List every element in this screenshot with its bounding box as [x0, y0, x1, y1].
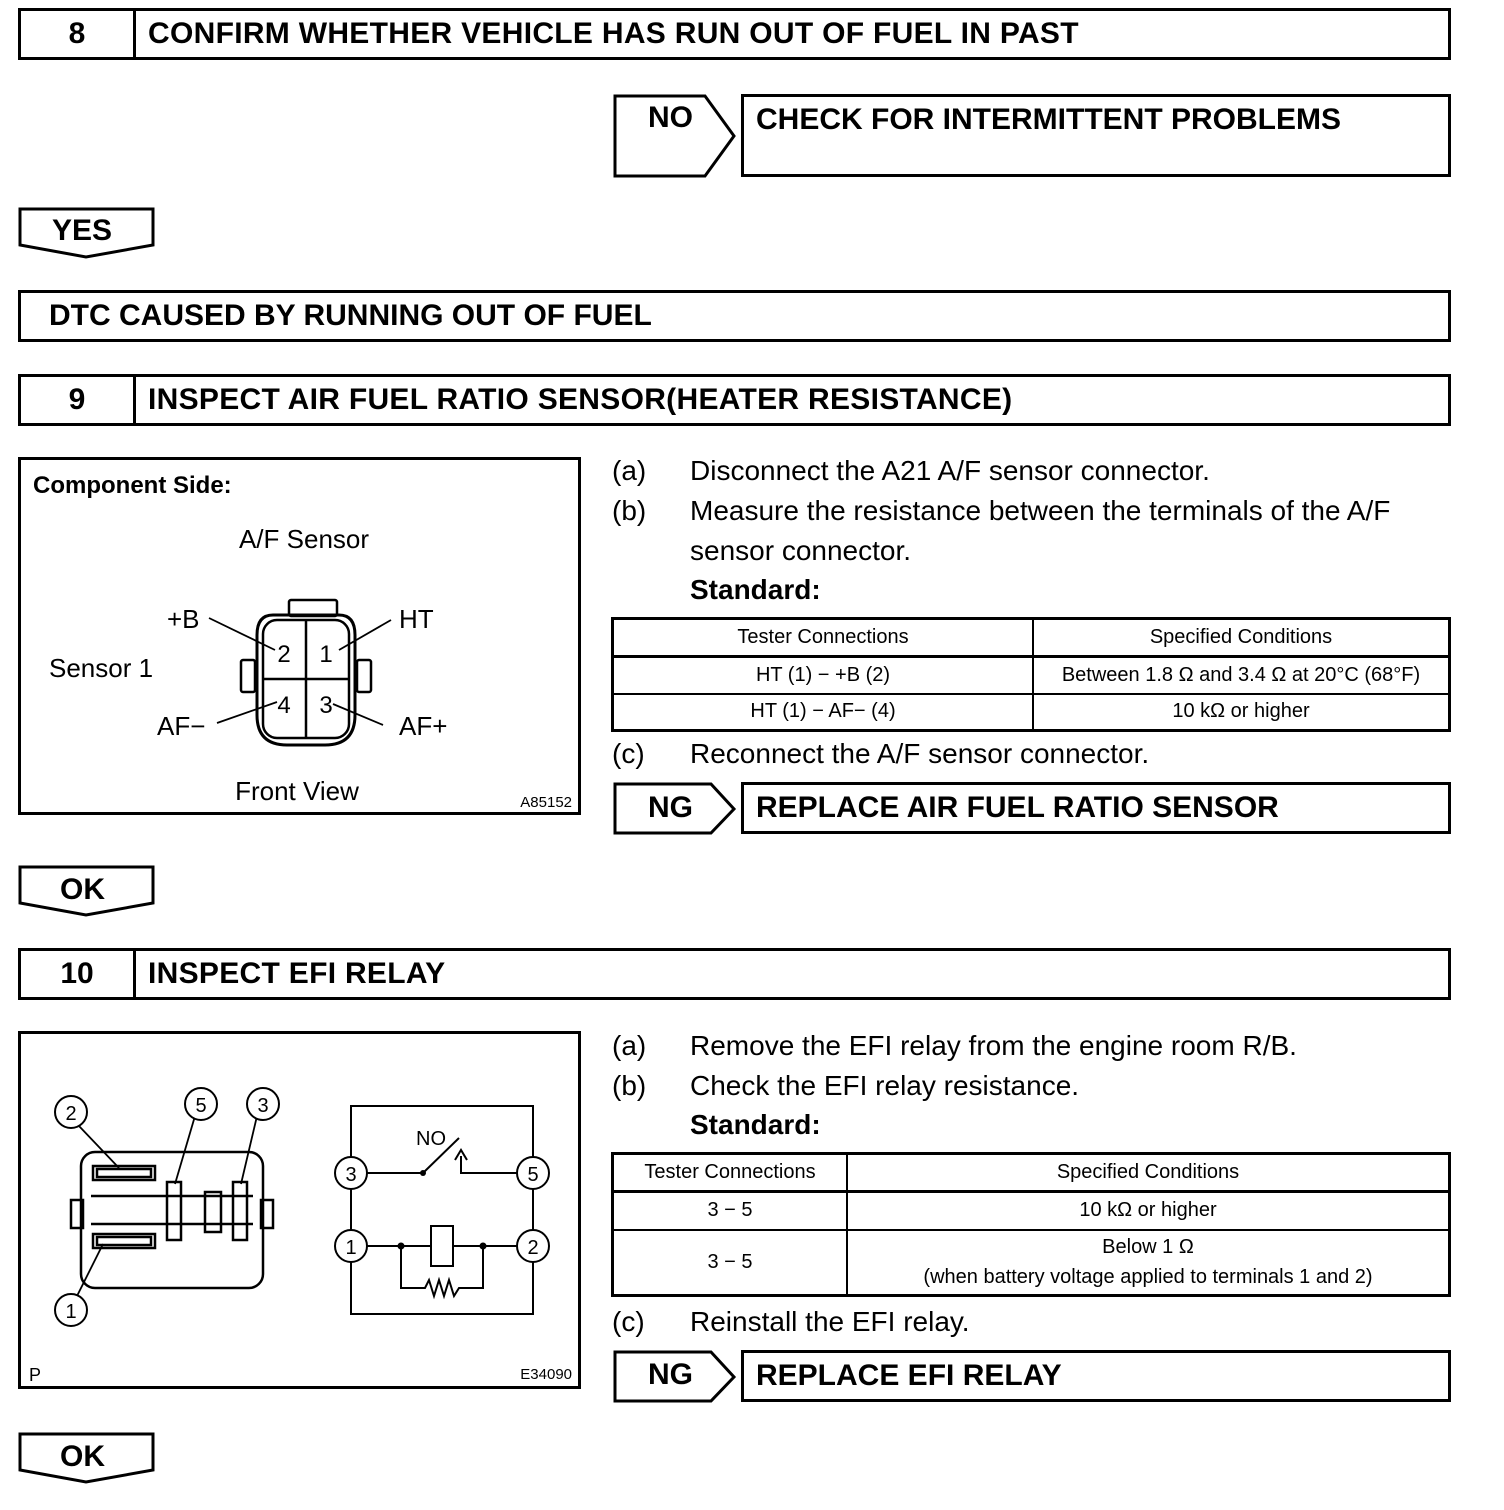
table-row: [613, 657, 1450, 694]
step-text: Disconnect the A21 A/F sensor connector.: [690, 455, 1210, 486]
step-number: 9: [21, 377, 136, 423]
step-number: 10: [21, 951, 136, 997]
step-label: (a): [612, 455, 647, 486]
step-title: INSPECT EFI RELAY: [148, 957, 446, 990]
step-title: INSPECT AIR FUEL RATIO SENSOR(HEATER RESISTANCE): [148, 383, 1013, 416]
af-sensor-figure: [18, 457, 581, 815]
step-text: Reconnect the A/F sensor connector.: [690, 738, 1150, 769]
label-ht: HT: [399, 604, 434, 634]
step-8-header: [18, 8, 1451, 60]
step-9-instructions: [612, 451, 1462, 611]
af-spec-table: [611, 617, 1451, 732]
step-label: (b): [612, 1070, 647, 1101]
sensor-label: Sensor 1: [49, 653, 154, 683]
pin-4: 4: [277, 692, 291, 719]
label-af-minus: AF−: [157, 711, 206, 741]
pin-3: 3: [319, 692, 333, 719]
table-row: [613, 1230, 1450, 1296]
relay-pin-3: 3: [257, 1095, 269, 1117]
ng-result-box: [741, 1350, 1451, 1402]
relay-body-icon: [71, 1152, 273, 1288]
pin-2: 2: [277, 641, 291, 668]
view-label: Front View: [235, 776, 359, 806]
no-label: NO: [648, 101, 693, 134]
sensor-name: A/F Sensor: [238, 524, 370, 554]
step-10-instructions: [612, 1026, 1462, 1146]
connector-icon: [241, 600, 371, 745]
standard-label: Standard:: [690, 574, 821, 605]
circuit-pin-3: 3: [345, 1164, 357, 1186]
figure-code: E34090: [520, 1366, 572, 1383]
figure-code: A85152: [520, 794, 572, 811]
step-text-continued: sensor connector.: [690, 535, 912, 566]
step-number: 8: [21, 11, 136, 57]
step-title: CONFIRM WHETHER VEHICLE HAS RUN OUT OF FUEL IN PAST: [148, 17, 1079, 50]
table-cell-line: Below 1 Ω: [1102, 1236, 1194, 1259]
pin-1: 1: [319, 641, 333, 668]
ng-result-text: REPLACE EFI RELAY: [756, 1359, 1062, 1392]
step-text: Remove the EFI relay from the engine room R/B.: [690, 1030, 1297, 1061]
table-header: Specified Conditions: [847, 1154, 1450, 1192]
table-row: [613, 694, 1450, 731]
no-result-text: CHECK FOR INTERMITTENT PROBLEMS: [756, 103, 1341, 136]
table-cell: HT (1) − +B (2): [613, 657, 1034, 694]
table-cell: 3 − 5: [613, 1192, 848, 1230]
ng-result-box: [741, 782, 1451, 834]
ng-result-text: REPLACE AIR FUEL RATIO SENSOR: [756, 791, 1279, 824]
label-plus-b: +B: [167, 604, 200, 634]
step-10-header: [18, 948, 1451, 1000]
ok-label: OK: [60, 873, 105, 906]
step-text: Reinstall the EFI relay.: [690, 1306, 970, 1337]
table-cell: HT (1) − AF− (4): [613, 694, 1034, 731]
af-connector-diagram: [21, 460, 578, 812]
figure-corner-letter: P: [29, 1365, 42, 1385]
table-cell: 10 kΩ or higher: [1033, 694, 1450, 731]
relay-pin-5: 5: [195, 1095, 207, 1117]
yes-label: YES: [52, 214, 113, 247]
circuit-pin-1: 1: [345, 1237, 357, 1259]
label-af-plus: AF+: [399, 711, 448, 741]
no-result-box: [741, 94, 1451, 177]
table-cell-line: (when battery voltage applied to terminals 1 and 2): [923, 1266, 1373, 1289]
ng-label: NG: [648, 1358, 693, 1391]
step-9-header: [18, 374, 1451, 426]
yes-result-text: DTC CAUSED BY RUNNING OUT OF FUEL: [49, 299, 652, 332]
step-label: (c): [612, 1306, 645, 1337]
step-9-instruction-c: [612, 734, 1462, 774]
table-header: Tester Connections: [613, 1154, 848, 1192]
circuit-pin-2: 2: [527, 1237, 539, 1259]
table-cell: [847, 1230, 1450, 1296]
step-label: (c): [612, 738, 645, 769]
relay-pin-1: 1: [65, 1301, 77, 1323]
efi-relay-figure: [18, 1031, 581, 1389]
standard-label: Standard:: [690, 1109, 821, 1140]
table-cell: Between 1.8 Ω and 3.4 Ω at 20°C (68°F): [1033, 657, 1450, 694]
table-cell: 10 kΩ or higher: [847, 1192, 1450, 1230]
switch-label: NO: [416, 1128, 446, 1150]
table-header: Tester Connections: [613, 619, 1034, 657]
circuit-pin-5: 5: [527, 1164, 539, 1186]
efi-relay-diagram: [21, 1034, 578, 1386]
table-row: [613, 1192, 1450, 1230]
relay-pin-2: 2: [65, 1103, 77, 1125]
relay-spec-table: [611, 1152, 1451, 1297]
table-cell: 3 − 5: [613, 1230, 848, 1296]
ng-label: NG: [648, 791, 693, 824]
step-text: Check the EFI relay resistance.: [690, 1070, 1080, 1101]
yes-result-box: [18, 290, 1451, 342]
table-header: Specified Conditions: [1033, 619, 1450, 657]
ok-label: OK: [60, 1440, 105, 1473]
step-10-instruction-c: [612, 1302, 1462, 1342]
figure-heading: Component Side:: [33, 472, 232, 499]
step-label: (a): [612, 1030, 647, 1061]
step-text: Measure the resistance between the terminals of the A/F: [690, 495, 1391, 526]
step-label: (b): [612, 495, 647, 526]
